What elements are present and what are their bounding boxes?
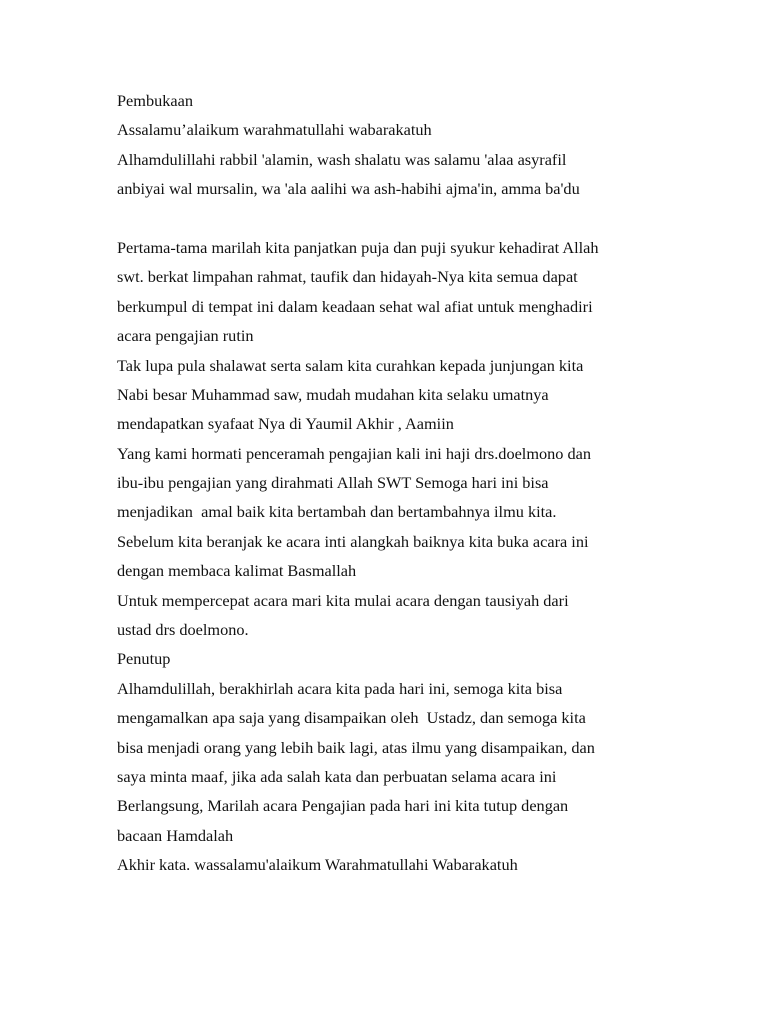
text-line: ustad drs doelmono.	[117, 620, 249, 640]
text-line: mendapatkan syafaat Nya di Yaumil Akhir , Aamiin	[117, 414, 454, 434]
text-line: swt. berkat limpahan rahmat, taufik dan hidayah-Nya kita semua dapat	[117, 267, 578, 287]
text-line: ibu-ibu pengajian yang dirahmati Allah SWT Semoga hari ini bisa	[117, 473, 549, 493]
document-body	[117, 86, 737, 880]
text-line: acara pengajian rutin	[117, 326, 254, 346]
text-line: Pertama-tama marilah kita panjatkan puja dan puji syukur kehadirat Allah	[117, 237, 599, 257]
text-line: bacaan Hamdalah	[117, 825, 234, 845]
heading-pembukaan: Pembukaan	[117, 91, 193, 110]
closing-line: Akhir kata. wassalamu'alaikum Warahmatullahi Wabarakatuh	[117, 855, 518, 875]
blank-line	[117, 204, 737, 233]
greeting-line: Assalamu’alaikum warahmatullahi wabarakatuh	[117, 120, 432, 140]
text-line: Alhamdulillahi rabbil 'alamin, wash shalatu was salamu 'alaa asyrafil	[117, 149, 567, 169]
text-line: saya minta maaf, jika ada salah kata dan perbuatan selama acara ini	[117, 766, 557, 786]
text-line: Nabi besar Muhammad saw, mudah mudahan kita selaku umatnya	[117, 384, 549, 404]
text-line: Yang kami hormati penceramah pengajian kali ini haji drs.doelmono dan	[117, 443, 591, 463]
text-line: dengan membaca kalimat Basmallah	[117, 561, 357, 581]
text-line: anbiyai wal mursalin, wa 'ala aalihi wa ash-habihi ajma'in, amma ba'du	[117, 179, 580, 199]
text-line: berkumpul di tempat ini dalam keadaan sehat wal afiat untuk menghadiri	[117, 296, 593, 316]
text-line: Untuk mempercepat acara mari kita mulai acara dengan tausiyah dari	[117, 590, 569, 610]
text-line: menjadikan amal baik kita bertambah dan bertambahnya ilmu kita.	[117, 502, 557, 522]
heading-penutup: Penutup	[117, 649, 171, 669]
text-line: Sebelum kita beranjak ke acara inti alangkah baiknya kita buka acara ini	[117, 531, 589, 551]
text-line: Berlangsung, Marilah acara Pengajian pada hari ini kita tutup dengan	[117, 796, 569, 816]
text-line: Tak lupa pula shalawat serta salam kita curahkan kepada junjungan kita	[117, 355, 584, 375]
text-line: Alhamdulillah, berakhirlah acara kita pada hari ini, semoga kita bisa	[117, 678, 563, 698]
text-line: mengamalkan apa saja yang disampaikan oleh Ustadz, dan semoga kita	[117, 708, 586, 728]
text-line: bisa menjadi orang yang lebih baik lagi, atas ilmu yang disampaikan, dan	[117, 737, 595, 757]
